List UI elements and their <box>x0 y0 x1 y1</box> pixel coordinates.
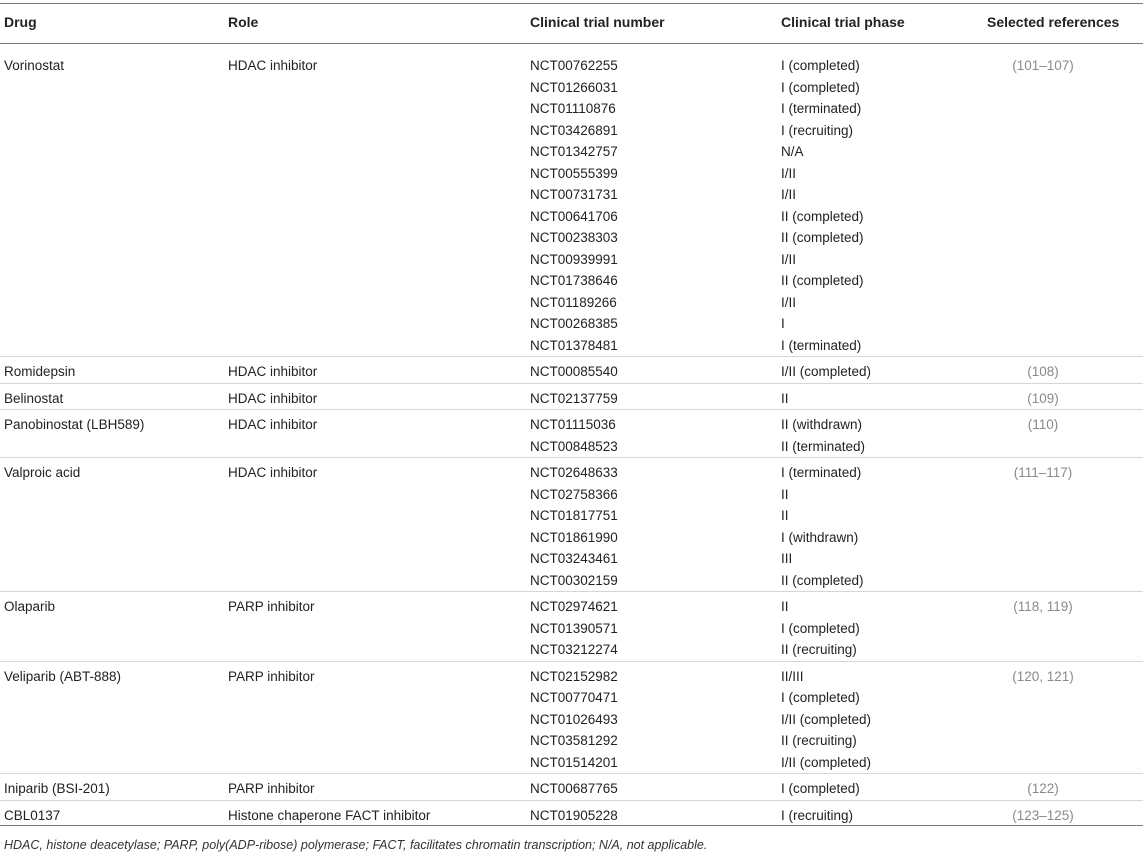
trial-phase: I (recruiting) <box>781 807 854 823</box>
trial-number: NCT00848523 <box>530 438 618 454</box>
drug-role: PARP inhibitor <box>228 599 315 614</box>
trial-phase-list <box>781 805 853 827</box>
selected-references: (120, 121) <box>1012 668 1074 684</box>
selected-references: (111–117) <box>1013 465 1073 480</box>
trial-phase: I (terminated) <box>781 465 862 480</box>
drug-name: CBL0137 <box>4 807 61 823</box>
trial-number: NCT02758366 <box>530 486 618 502</box>
header-trial-number: Clinical trial number <box>530 14 665 30</box>
trial-number: NCT00939991 <box>530 251 618 267</box>
trial-number-list <box>530 666 618 774</box>
trial-phase-list <box>781 666 871 774</box>
drug-role: HDAC inhibitor <box>228 417 318 432</box>
trial-phase: I/II <box>781 165 797 181</box>
trial-phase: I (terminated) <box>781 337 862 353</box>
trial-phase: I/II (completed) <box>781 711 872 727</box>
trial-phase: I/II (completed) <box>781 364 872 379</box>
trial-number: NCT03426891 <box>530 122 618 138</box>
selected-references: (109) <box>1027 390 1059 406</box>
selected-references: (101–107) <box>1012 58 1074 73</box>
trial-phase: III <box>781 551 793 566</box>
drug-name: Romidepsin <box>4 364 76 379</box>
selected-references: (122) <box>1027 781 1059 796</box>
trial-phase-list <box>781 778 860 800</box>
drug-name: Veliparib (ABT-888) <box>4 668 122 684</box>
table-footnote: HDAC, histone deacetylase; PARP, poly(ADP-ribose) polymerase; FACT, facilitates chromatin transcription; N/A, not applicable. <box>4 838 708 852</box>
header-role: Role <box>228 14 259 30</box>
drug-name: Valproic acid <box>4 465 81 480</box>
drug-name: Vorinostat <box>4 58 65 73</box>
trial-phase: I/II <box>781 187 797 202</box>
trial-phase: II <box>781 508 789 523</box>
trial-phase: II <box>781 599 789 614</box>
trial-number: NCT00770471 <box>530 690 618 705</box>
trial-number: NCT01110876 <box>530 101 616 116</box>
trial-number: NCT03243461 <box>530 551 618 566</box>
trial-phase: II <box>781 390 789 406</box>
drug-role: HDAC inhibitor <box>228 390 318 406</box>
table-row <box>0 356 1143 384</box>
trial-phase-list <box>781 462 864 591</box>
drug-name: Iniparib (BSI-201) <box>4 781 110 796</box>
trial-number: NCT00731731 <box>530 187 618 202</box>
header-trial-phase: Clinical trial phase <box>781 14 905 30</box>
trial-number: NCT01378481 <box>530 337 618 353</box>
trial-phase: I (completed) <box>781 690 860 705</box>
trial-number: NCT00085540 <box>530 364 618 379</box>
trial-number: NCT01861990 <box>530 529 618 545</box>
trial-phase: I (completed) <box>781 58 860 73</box>
trial-phase: II <box>781 486 789 502</box>
table-row <box>0 661 1143 775</box>
table-row <box>0 383 1143 411</box>
drug-role: HDAC inhibitor <box>228 58 318 73</box>
trial-phase: I (completed) <box>781 79 860 95</box>
trial-phase-list <box>781 55 864 356</box>
selected-references: (123–125) <box>1012 807 1074 823</box>
drug-role: HDAC inhibitor <box>228 364 318 379</box>
trial-number-list <box>530 596 618 661</box>
trial-phase: II (completed) <box>781 572 864 588</box>
trial-number-list <box>530 388 618 410</box>
trial-number: NCT00555399 <box>530 165 618 181</box>
table-header-rule <box>0 43 1143 44</box>
drug-role: HDAC inhibitor <box>228 465 318 480</box>
trial-phase: II (completed) <box>781 208 864 224</box>
trial-number: NCT00238303 <box>530 230 618 245</box>
trial-phase: II (withdrawn) <box>781 417 863 432</box>
header-references: Selected references <box>987 14 1120 30</box>
trial-number: NCT01738646 <box>530 273 618 288</box>
selected-references: (118, 119) <box>1013 599 1073 614</box>
trial-phase: I <box>781 316 785 331</box>
trial-phase: I/II <box>781 251 797 267</box>
trial-phase: II (recruiting) <box>781 642 857 657</box>
trial-number: NCT02152982 <box>530 668 618 684</box>
table-top-rule <box>0 3 1143 4</box>
trial-number-list <box>530 414 618 457</box>
table-row <box>0 773 1143 801</box>
trial-phase: I (terminated) <box>781 101 862 116</box>
trial-number-list <box>530 805 618 827</box>
drug-role: PARP inhibitor <box>228 668 315 684</box>
drug-name: Belinostat <box>4 390 64 406</box>
trial-number: NCT00302159 <box>530 572 618 588</box>
trial-phase: II/III <box>781 668 804 684</box>
trial-number: NCT01817751 <box>530 508 618 523</box>
trial-phase: II (completed) <box>781 273 864 288</box>
trial-number: NCT01390571 <box>530 620 618 636</box>
trial-number: NCT00687765 <box>530 781 618 796</box>
table-row <box>0 457 1143 592</box>
trial-phase-list <box>781 361 871 383</box>
trial-phase: II (recruiting) <box>781 733 857 748</box>
trial-number-list <box>530 361 618 383</box>
table-row <box>0 800 1143 828</box>
trial-phase: I (completed) <box>781 781 860 796</box>
trial-number-list <box>530 778 618 800</box>
drug-name: Panobinostat (LBH589) <box>4 417 145 432</box>
trial-phase: I (recruiting) <box>781 122 854 138</box>
trial-phase: I/II (completed) <box>781 754 872 770</box>
trial-phase: N/A <box>781 144 804 159</box>
trial-phase-list <box>781 596 860 661</box>
trial-number: NCT02137759 <box>530 390 618 406</box>
trial-number: NCT02974621 <box>530 599 618 614</box>
table-row <box>0 55 1143 356</box>
trial-number: NCT03212274 <box>530 642 618 657</box>
trial-number: NCT01342757 <box>530 144 618 159</box>
trial-phase: I (withdrawn) <box>781 529 859 545</box>
table-bottom-rule <box>0 825 1143 826</box>
trial-number: NCT02648633 <box>530 465 618 480</box>
table-row <box>0 591 1143 662</box>
trial-phase: I (completed) <box>781 620 860 636</box>
trial-number: NCT01905228 <box>530 807 618 823</box>
drug-name: Olaparib <box>4 599 56 614</box>
trial-number-list <box>530 55 618 356</box>
table-row <box>0 409 1143 458</box>
drug-role: Histone chaperone FACT inhibitor <box>228 807 431 823</box>
header-drug: Drug <box>4 14 37 30</box>
trial-phase-list <box>781 414 865 457</box>
trial-number: NCT01514201 <box>530 754 618 770</box>
trial-number-list <box>530 462 618 591</box>
trial-phase: II (completed) <box>781 230 864 245</box>
drug-role: PARP inhibitor <box>228 781 315 796</box>
trial-phase: II (terminated) <box>781 438 866 454</box>
trial-number: NCT01026493 <box>530 711 618 727</box>
trial-phase-list <box>781 388 789 410</box>
trial-number: NCT03581292 <box>530 733 618 748</box>
trial-number: NCT01115036 <box>530 417 616 432</box>
trial-number: NCT00762255 <box>530 58 618 73</box>
selected-references: (108) <box>1027 364 1059 379</box>
trial-number: NCT01266031 <box>530 79 618 95</box>
trial-phase: I/II <box>781 294 797 310</box>
trial-number: NCT00641706 <box>530 208 618 224</box>
trial-number: NCT00268385 <box>530 316 618 331</box>
selected-references: (110) <box>1027 417 1059 432</box>
trial-number: NCT01189266 <box>530 294 617 310</box>
